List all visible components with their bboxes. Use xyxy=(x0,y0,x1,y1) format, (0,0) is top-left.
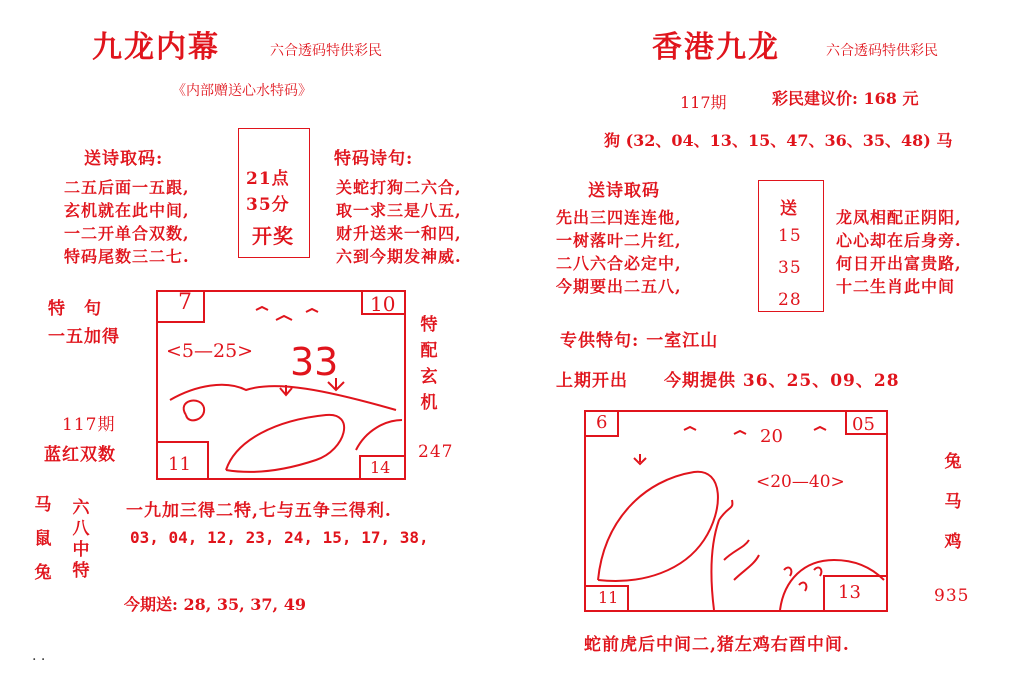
right-sketch-range: <20—40> xyxy=(756,472,845,492)
right-poem-left-line: 今期要出二五八, xyxy=(556,277,682,296)
special-poem-line: 财升送来一和四, xyxy=(336,224,462,243)
left-poem xyxy=(64,176,190,268)
right-poem-right-line: 龙凤相配正阴阳, xyxy=(836,208,962,227)
right-poem-right-line: 何日开出富贵路, xyxy=(836,254,962,273)
time-hour: 21点 xyxy=(246,169,290,189)
right-subtitle: 六合透码特供彩民 xyxy=(826,43,938,59)
right-poem-left-line: 一树落叶二片红, xyxy=(556,231,682,250)
right-poem-left xyxy=(556,206,682,298)
right-sketch-scribble: 20 xyxy=(760,426,783,447)
right-poem-left-line: 先出三四连连他, xyxy=(556,208,682,227)
left-subtitle: 六合透码特供彩民 xyxy=(270,43,382,59)
left-sketch-big-number: 33 xyxy=(290,340,339,384)
left-sketch-top-left: 7 xyxy=(178,290,192,315)
left-zodiac-vertical xyxy=(32,488,54,590)
right-title: 香港九龙 xyxy=(652,30,780,65)
right-issue: 117期 xyxy=(680,93,727,112)
right-sketch-bottom-right: 13 xyxy=(838,582,861,603)
tejü-text: 一五加得 xyxy=(48,327,120,347)
left-sketch-range: <5—25> xyxy=(166,340,254,362)
special-poem-line: 取一求三是八五, xyxy=(336,201,462,220)
left-poem-heading: 送诗取码: xyxy=(84,149,164,169)
left-sketch-top-right: 10 xyxy=(370,292,396,316)
right-sketch-bottom-left: 11 xyxy=(598,588,619,607)
left-sketch-drawing xyxy=(156,290,406,480)
liuba-vertical: 六八中特 xyxy=(72,498,90,581)
right-sketch-top-left: 6 xyxy=(596,412,608,433)
special-poem-line: 六到今期发神威. xyxy=(336,247,462,266)
zodiac-horse: 马 xyxy=(944,492,962,512)
right-special-sentence: 专供特句: 一室江山 xyxy=(560,331,719,351)
left-poem-line: 一二开单合双数, xyxy=(64,224,190,243)
left-title: 九龙内幕 xyxy=(92,30,220,65)
corner-dots: . . xyxy=(32,648,46,664)
zodiac-rabbit: 兔 xyxy=(34,563,52,583)
right-price: 彩民建议价: 168 元 xyxy=(772,89,919,108)
zodiac-rat: 鼠 xyxy=(34,529,52,549)
left-sketch-bottom-left: 11 xyxy=(168,454,191,475)
right-sketch-top-right: 05 xyxy=(852,414,875,435)
send-label: 送 xyxy=(780,199,798,219)
left-sketch-bottom-right: 14 xyxy=(370,458,391,477)
send-number: 35 xyxy=(778,258,802,278)
right-dog-line: 狗 (32、04、13、15、47、36、35、48) 马 xyxy=(604,131,953,150)
special-poem-line: 关蛇打狗二六合, xyxy=(336,178,462,197)
left-poem-line: 特码尾数三二七. xyxy=(64,247,190,266)
right-poem-right xyxy=(836,206,962,298)
left-color-hint: 蓝红双数 xyxy=(44,445,116,465)
time-minute: 35分 xyxy=(246,195,290,215)
left-issue: 117期 xyxy=(62,415,116,435)
send-number: 15 xyxy=(778,226,802,246)
zodiac-horse: 马 xyxy=(34,495,52,515)
left-special-poem xyxy=(336,176,462,268)
left-riddle-line: 一九加三得二特,七与五争三得利. xyxy=(126,501,392,521)
left-poem-line: 玄机就在此中间, xyxy=(64,201,190,220)
left-side-vertical: 特配玄机 xyxy=(420,315,438,413)
zodiac-rooster: 鸡 xyxy=(944,532,962,552)
right-poem-right-line: 十二生肖此中间 xyxy=(836,277,956,296)
right-last-issue-line: 上期开出 今期提供 36、25、09、28 xyxy=(556,371,900,391)
left-special-poem-heading: 特码诗句: xyxy=(334,149,414,169)
right-poem-left-line: 二八六合必定中, xyxy=(556,254,682,273)
time-draw: 开奖 xyxy=(252,224,294,248)
left-side-number: 247 xyxy=(418,442,454,462)
right-poem-right-line: 心心却在后身旁. xyxy=(836,231,962,250)
zodiac-rabbit: 兔 xyxy=(944,452,962,472)
tejü-label: 特 句 xyxy=(48,299,102,319)
left-numbers-line: 03, 04, 12, 23, 24, 15, 17, 38, xyxy=(130,528,429,547)
left-gift-line: 《内部赠送心水特码》 xyxy=(172,83,312,99)
right-bottom-line: 蛇前虎后中间二,猪左鸡右酉中间. xyxy=(584,635,850,655)
left-send-line: 今期送: 28, 35, 37, 49 xyxy=(124,595,306,614)
send-number: 28 xyxy=(778,290,802,310)
right-side-number: 935 xyxy=(934,586,970,606)
right-zodiac-vertical xyxy=(942,442,964,562)
left-poem-line: 二五后面一五跟, xyxy=(64,178,190,197)
right-poem-heading: 送诗取码 xyxy=(588,181,660,201)
